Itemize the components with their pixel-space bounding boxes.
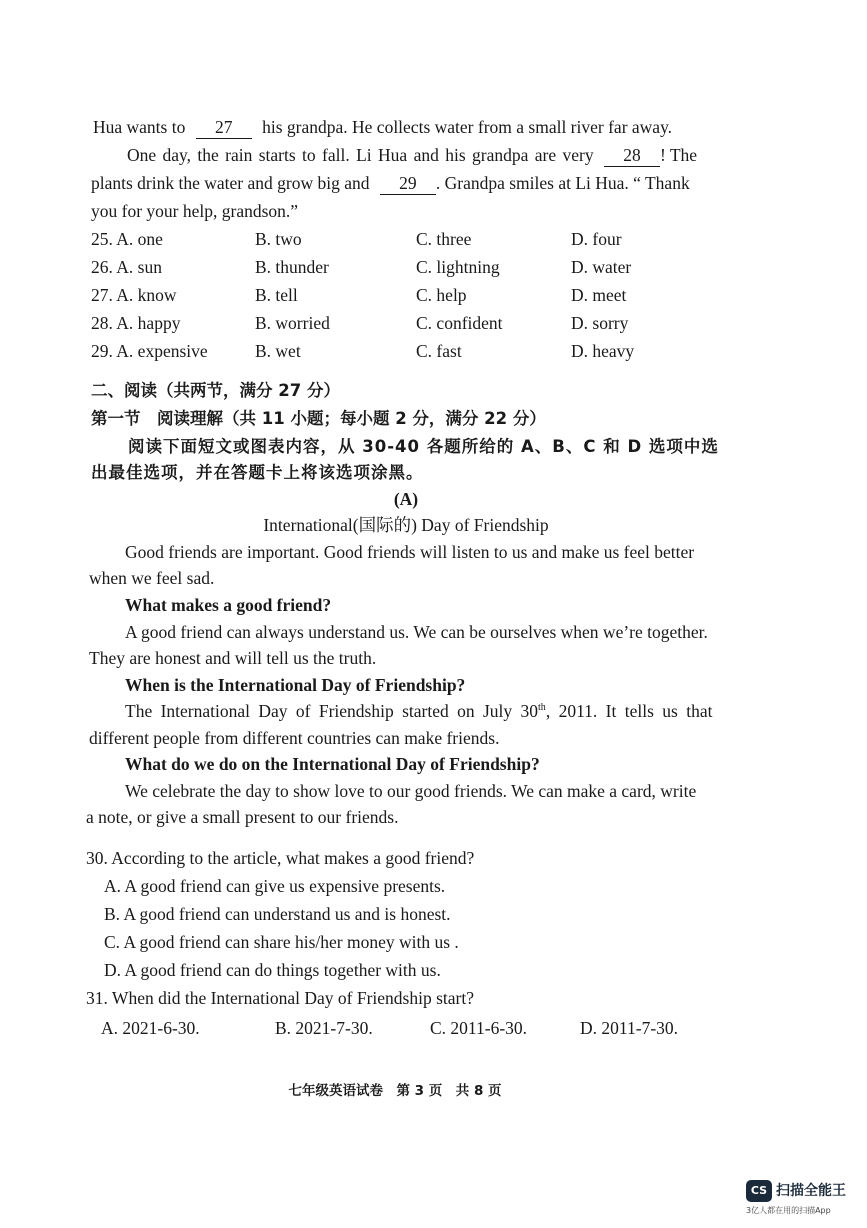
passage-label: (A) [393, 489, 419, 509]
part-title: 第一节 阅读理解（共 11 小题；每小题 2 分，满分 22 分） [91, 409, 546, 428]
passage-p4-line-1: We celebrate the day to show love to our good friends. We can make a card, write [125, 781, 697, 801]
q30-stem: 30. According to the article, what makes a good friend? [86, 848, 475, 868]
passage-heading-1: What makes a good friend? [125, 595, 332, 615]
q26-option-c: C. lightning [416, 257, 500, 277]
section-title: 二、阅读（共两节，满分 27 分） [91, 381, 340, 400]
cloze-text: One day, the rain starts to fall. Li Hua and his grandpa are very [127, 145, 594, 165]
q25-option-a: 25. A. one [91, 229, 163, 249]
q31-stem: 31. When did the International Day of Friendship start? [86, 988, 474, 1008]
cloze-line-3 [91, 172, 690, 195]
cloze-text: his grandpa. He collects water from a small river far away. [262, 117, 673, 137]
passage-p2-line-1: A good friend can always understand us. We can be ourselves when we’re together. [125, 622, 708, 642]
instruction-line-2: 出最佳选项，并在答题卡上将该选项涂黑。 [91, 463, 424, 482]
q31-option-d: D. 2011-7-30. [580, 1018, 679, 1038]
cloze-line-2 [127, 144, 697, 167]
cloze-text: plants drink the water and grow big and [91, 173, 370, 193]
page-footer: 七年级英语试卷 第 3 页 共 8 页 [288, 1083, 502, 1099]
q30-option-d: D. A good friend can do things together with us. [104, 960, 441, 980]
passage-p2-line-2: They are honest and will tell us the truth. [89, 648, 377, 668]
q26-option-b: B. thunder [255, 257, 329, 277]
q28-option-c: C. confident [416, 313, 503, 333]
instruction-line-1: 阅读下面短文或图表内容，从 30-40 各题所给的 A、B、C 和 D 选项中选 [128, 437, 719, 456]
blank-29: 29 [380, 172, 436, 195]
passage-text: , 2011. It tells us that [545, 701, 713, 721]
watermark-name: 扫描全能王 [776, 1183, 846, 1199]
passage-heading-3: What do we do on the International Day of Friendship? [125, 754, 540, 774]
watermark-subtitle: 3亿人都在用的扫描App [746, 1206, 831, 1215]
q28-option-a: 28. A. happy [91, 313, 181, 333]
passage-p3-line-1 [125, 700, 712, 722]
passage-heading-2: When is the International Day of Friendship? [125, 675, 466, 695]
passage-title: International(国际的) Day of Friendship [263, 515, 549, 535]
q30-option-c: C. A good friend can share his/her money with us . [104, 932, 459, 952]
q25-option-c: C. three [416, 229, 472, 249]
passage-text: The International Day of Friendship started on July 30 [125, 701, 539, 721]
q25-option-b: B. two [255, 229, 302, 249]
q26-option-d: D. water [571, 257, 632, 277]
superscript: th [538, 702, 546, 714]
q31-option-b: B. 2021-7-30. [275, 1018, 373, 1038]
camscanner-logo-icon: CS [746, 1180, 772, 1202]
q31-option-a: A. 2021-6-30. [101, 1018, 200, 1038]
q29-option-d: D. heavy [571, 341, 635, 361]
q30-option-b: B. A good friend can understand us and is honest. [104, 904, 451, 924]
q27-option-a: 27. A. know [91, 285, 177, 305]
q27-option-d: D. meet [571, 285, 627, 305]
scanner-watermark [746, 1178, 856, 1222]
passage-p1-line-2: when we feel sad. [89, 568, 215, 588]
blank-28: 28 [604, 144, 660, 167]
cloze-text: . Grandpa smiles at Li Hua. “ Thank [435, 173, 690, 193]
q29-option-b: B. wet [255, 341, 301, 361]
passage-p1-line-1: Good friends are important. Good friends will listen to us and make us feel better [125, 542, 695, 562]
q28-option-b: B. worried [255, 313, 330, 333]
q27-option-c: C. help [416, 285, 467, 305]
q29-option-a: 29. A. expensive [91, 341, 208, 361]
q31-option-c: C. 2011-6-30. [430, 1018, 528, 1038]
q26-option-a: 26. A. sun [91, 257, 162, 277]
q25-option-d: D. four [571, 229, 622, 249]
cloze-text: ! The [659, 145, 698, 165]
passage-p4-line-2: a note, or give a small present to our friends. [86, 807, 399, 827]
passage-p3-line-2: different people from different countries can make friends. [89, 728, 500, 748]
blank-27: 27 [196, 116, 252, 139]
q28-option-d: D. sorry [571, 313, 629, 333]
cloze-line-1 [93, 116, 672, 139]
cloze-line-4: you for your help, grandson.” [91, 201, 299, 221]
q29-option-c: C. fast [416, 341, 462, 361]
q30-option-a: A. A good friend can give us expensive presents. [104, 876, 446, 896]
cloze-text: Hua wants to [93, 117, 186, 137]
q27-option-b: B. tell [255, 285, 298, 305]
